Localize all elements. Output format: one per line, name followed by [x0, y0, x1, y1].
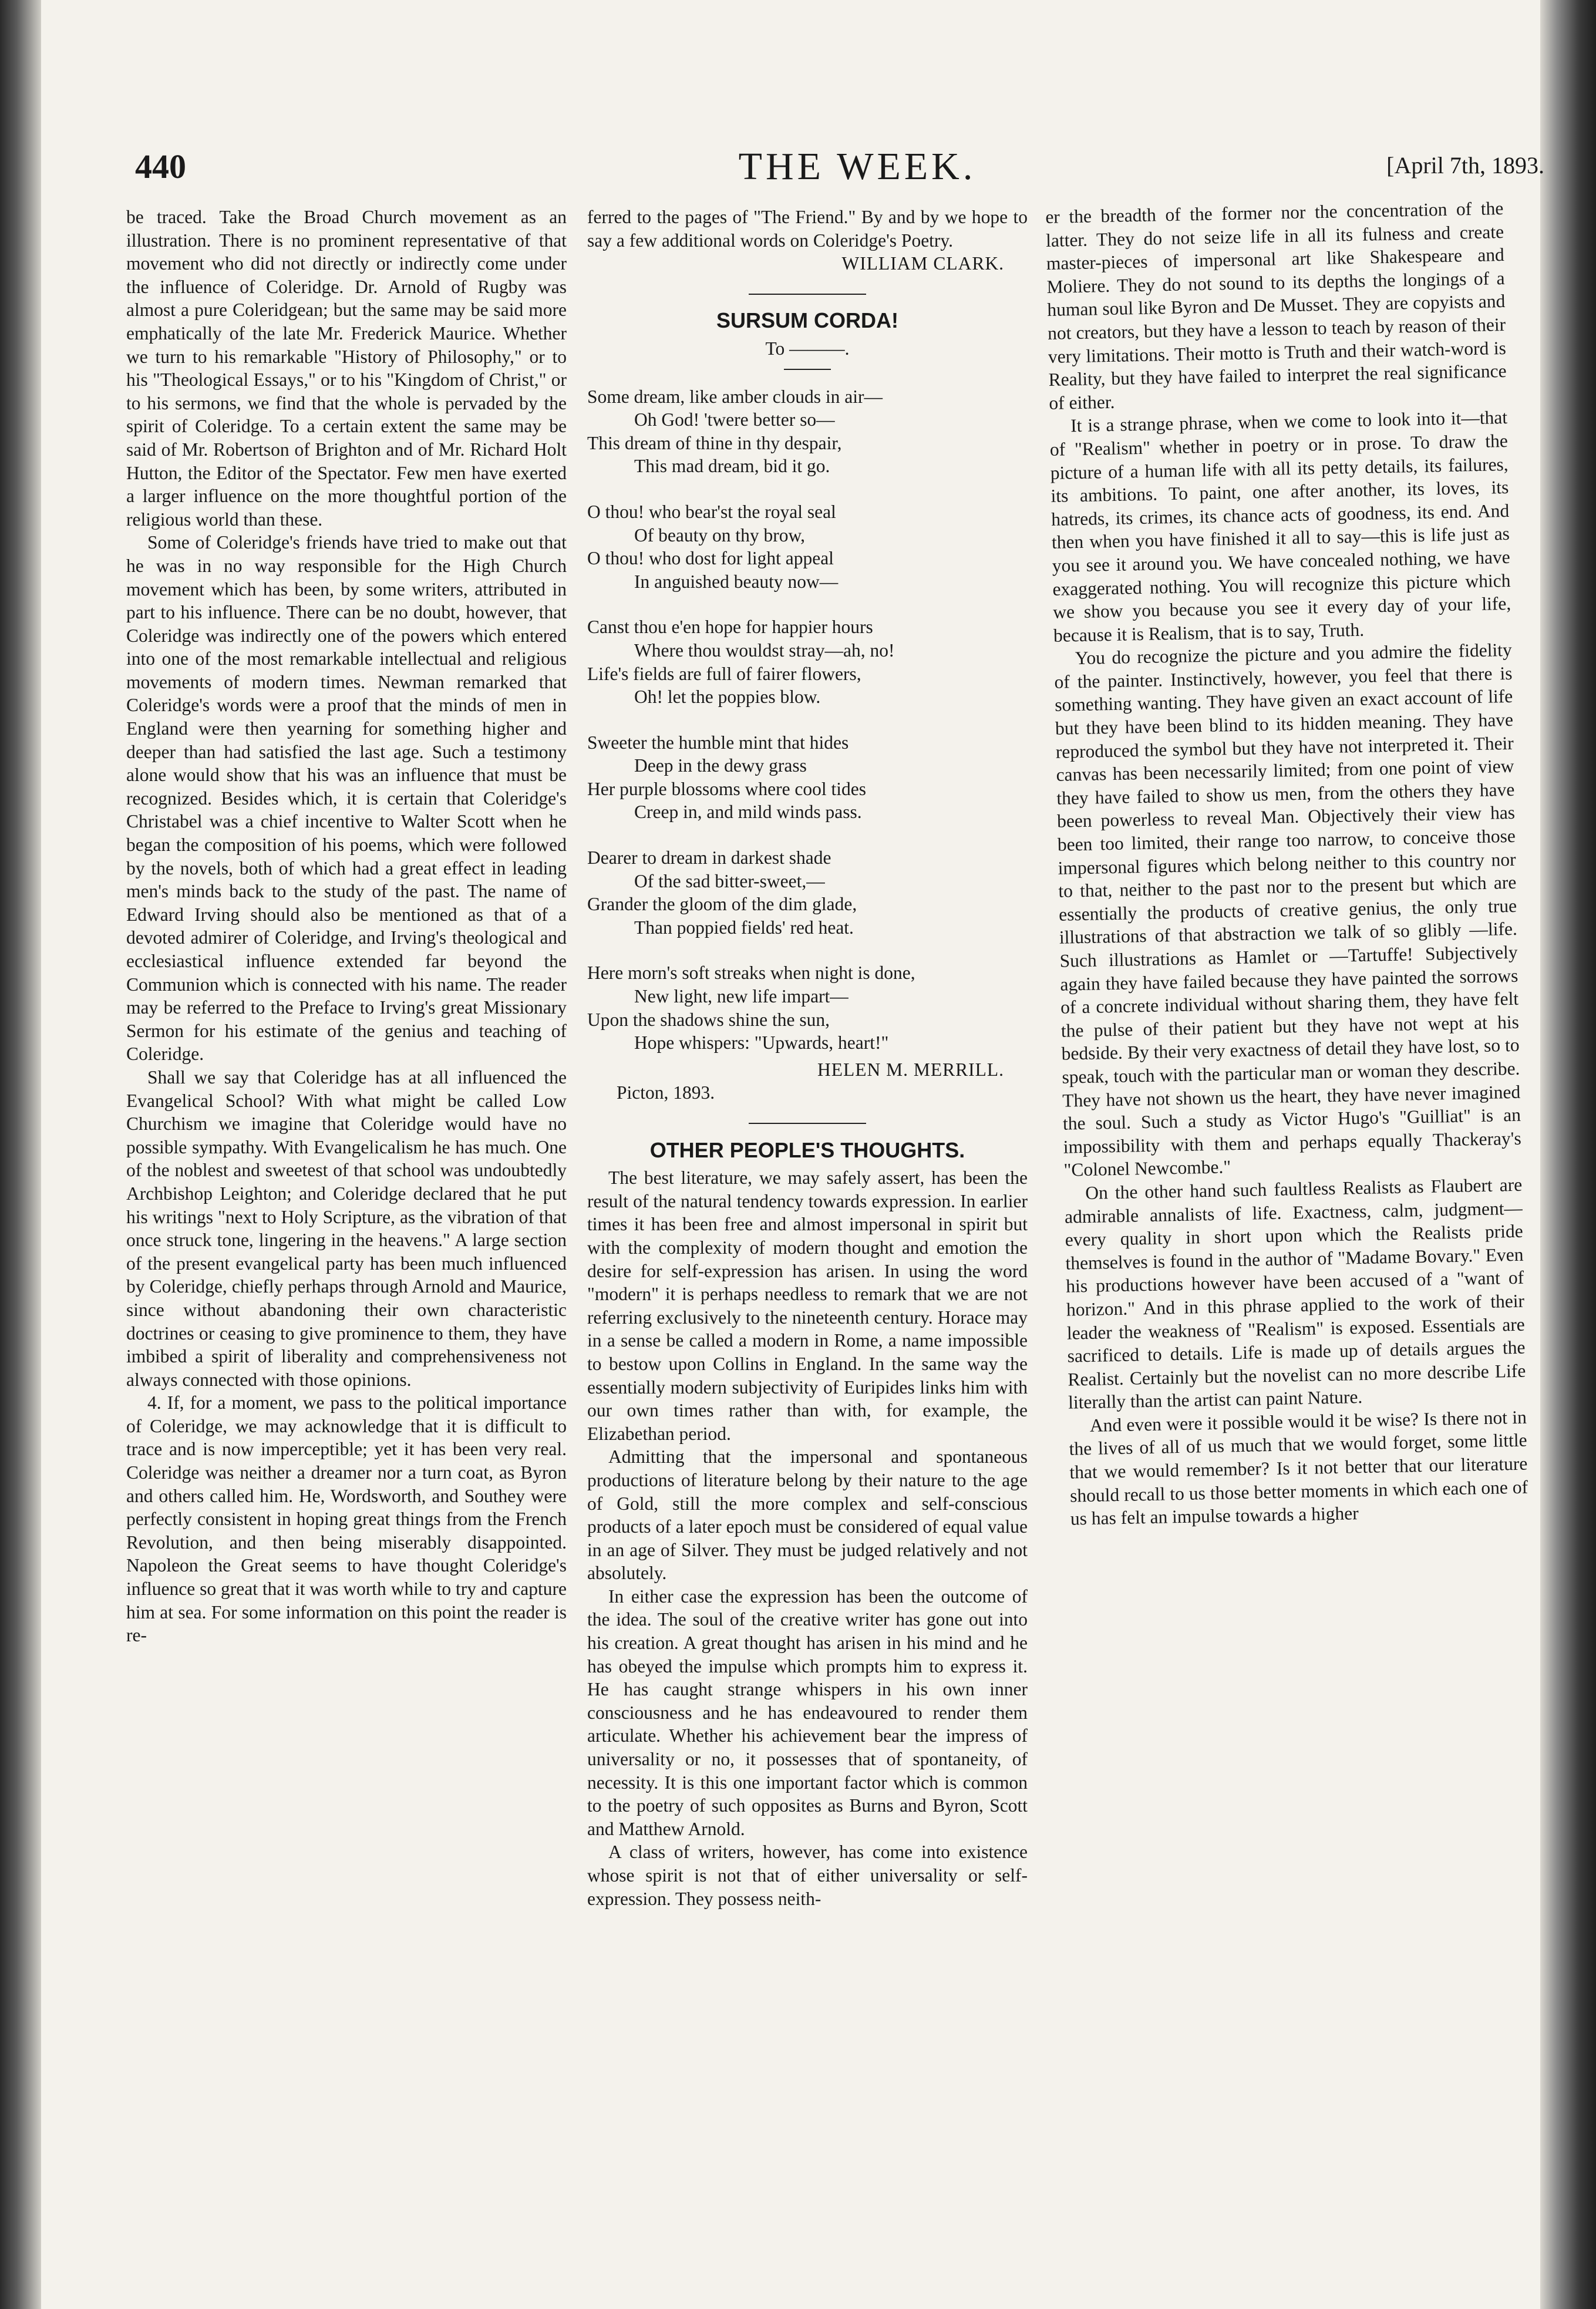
poem-stanza: [587, 615, 1028, 708]
poem-line: This dream of thine in thy despair,: [587, 432, 842, 453]
poem-line: O thou! who bear'st the royal seal: [587, 501, 836, 522]
poem-line: Hope whispers: "Upwards, heart!": [634, 1032, 889, 1053]
poem: [587, 385, 1028, 1055]
journal-title: THE WEEK.: [738, 145, 977, 188]
page-header: [135, 147, 1580, 194]
poem-line: New light, new life impart—: [634, 986, 848, 1007]
paragraph: 4. If, for a moment, we pass to the political importance of Coleridge, we may acknowledge that it is difficult to trace and is now imperceptible; yet it has been very real. Coleridge was neither a dreamer nor a turn coat, as Byron and others called him. He, Wordsworth, and Southey were perfectly consistent in hoping great things from the French Revolution, and then being miserably disappointed. Napoleon the Great seems to have thought Coleridge's influence so great that it was worth while to try and capture him at sea. For some information on this point the reader is re-: [126, 1392, 567, 1646]
author-signature: WILLIAM CLARK.: [841, 253, 1004, 274]
paragraph: Admitting that the impersonal and spontaneous productions of literature belong by their nature to the age of Gold, still the more complex and self-conscious products of a later epoch must be considered of equal value in an age of Silver. They must be judged relatively and not absolutely.: [587, 1446, 1028, 1584]
poem-stanza: [587, 846, 1028, 939]
paragraph: be traced. Take the Broad Church movement as an illustration. There is no prominent representative of that movement who did not directly or indirectly come under the influence of Coleridge. Dr. Arnold of Rugby was almost a pure Coleridgean; but the same may be said more emphatically of the late Mr. Frederick Maurice. Whether we turn to his remarkable "History of Philosophy," or to his "Theological Essays," or to his "Kingdom of Christ," or to his sermons, we find that the whole is pervaded by the spirit of Coleridge. To a certain extent the same may be said of Mr. Robertson of Brighton and of Mr. Richard Holt Hutton, the Editor of the Spectator. Few men have exerted a larger influence on the more thoughtful portion of the religious world than these.: [126, 207, 567, 530]
page-edge-shadow: [1540, 0, 1596, 2309]
poem-line: Oh! let the poppies blow.: [634, 686, 821, 708]
paragraph: Shall we say that Coleridge has at all influenced the Evangelical School? With what might be called Low Churchism we imagine that Coleridge would have no possible sympathy. With Evangelicalism he has much. One of the noblest and sweetest of that school was undoubtedly Archbishop Leighton; and Coleridge declared that he put his writings "next to Holy Scripture, as the vibration of that once struck tone, lingering in the heavens." A large section of the present evangelical party has been much influenced by Coleridge, chiefly perhaps through Arnold and Maurice, since without abandoning their own characteristic doctrines or ceasing to give prominence to them, they have imbibed a spirit of liberality and comprehensiveness not always connected with those opinions.: [126, 1066, 567, 1390]
poem-line: Sweeter the humble mint that hides: [587, 732, 849, 753]
poem-line: O thou! who dost for light appeal: [587, 548, 834, 569]
paragraph: You do recognize the picture and you admire the fidelity of the painter. Instinctively, however, you feel that there is something wanting. They have given an exact account of life but they have been blind to its hidden meaning. They have reproduced the symbol but they have not interpreted it. Their canvas has been necessarily limited; from one point of view they have failed to show us men, from the others they have been powerless to reveal Man. Objectively their view has been too limited, their range too narrow, to conceive those impersonal figures which belong neither to this country nor to that, neither to the past nor to the present but which are essentially the products of creative genius, the only true illustrations of that abstraction we talk of so glibly —life. Such illustrations as Hamlet or —Tartuffe! Subjectively again they have failed because they have painted the sorrows of a concrete individual without sharing them, they have felt the pulse of their patient but they have not wept at his bedside. By their very exactness of detail they have lost, so to speak, touch with the particular man or woman they describe. They have not shown us the heart, they have never imagined the soul. Such a study as Victor Hugo's "Guilliat" is an impossibility with them and perhaps equally Thackeray's "Colonel Newcombe.": [1054, 639, 1521, 1181]
poem-stanza: [587, 385, 1028, 478]
poem-stanza: [587, 961, 1028, 1054]
poem-line: Of the sad bitter-sweet,—: [634, 870, 825, 891]
column-3: [1045, 197, 1543, 2250]
paragraph: It is a strange phrase, when we come to look into it—that of "Realism" whether in poetry or in prose. To draw the picture of a human life with all its petty details, its failures, its ambitions. To paint, one after another, its loves, its hatreds, its crimes, its chance acts of goodness, its end. And then when you have finished it all to say—this is life just as you see it around you. We have concealed nothing, we have exaggerated nothing. You will recognize this picture which we show you because you see it every day of your life, because it is Realism, that is to say, Truth.: [1049, 407, 1511, 646]
book-binding-shadow: [0, 0, 41, 2309]
poem-line: Creep in, and mild winds pass.: [634, 802, 862, 823]
column-2: [587, 206, 1028, 2250]
paragraph: And even were it possible would it be wise? Is there not in the lives of all of us much that we would forget, some little that we would remember? Is it not better that our literature should recall to us those better moments in which each one of us has felt an impulse towards a higher: [1069, 1406, 1528, 1529]
poem-line: Upon the shadows shine the sun,: [587, 1009, 830, 1030]
poem-line: Grander the gloom of the dim glade,: [587, 894, 857, 915]
poem-line: Than poppied fields' red heat.: [634, 917, 854, 938]
poem-line: Here morn's soft streaks when night is done,: [587, 962, 915, 984]
poem-stanza: [587, 731, 1028, 824]
issue-date: [April 7th, 1893.: [1386, 152, 1544, 179]
paragraph: er the breadth of the former nor the concentration of the latter. They do not seize life in all its fulness and create master-pieces of impersonal art like Shakespeare and Moliere. They do not sound to its depths the longings of a human soul like Byron and De Musset. They are copyists and not creators, but they have a lesson to teach by reason of their very limitations. Their motto is Truth and their watch-word is Reality, but they have failed to interpret the real significance of either.: [1045, 198, 1507, 413]
poem-line: Life's fields are full of fairer flowers,: [587, 663, 861, 684]
poem-line: Canst thou e'en hope for happier hours: [587, 617, 873, 638]
paragraph: On the other hand such faultless Realists as Flaubert are admirable annalists of life. Exactness, calm, judgment—every quality in short upon which the Realists pride themselves is found in the author of "Madame Bovary." Even his productions however have been accused of a "want of horizon." And in this phrase applied to the work of their leader the weakness of "Realism" is exposed. Essentials are sacrificed to details. Life is made up of details argues the Realist. Certainly but the novelist can no more describe Life literally than the artist can paint Nature.: [1064, 1174, 1526, 1413]
paragraph: A class of writers, however, has come into existence whose spirit is not that of either universality or self-expression. They possess neith-: [587, 1842, 1028, 1909]
poem-stanza: [587, 500, 1028, 593]
section-divider: [587, 1110, 1028, 1134]
poem-title: SURSUM CORDA!: [716, 308, 898, 333]
poem-line: Dearer to dream in darkest shade: [587, 847, 831, 869]
page-number: 440: [135, 147, 186, 186]
divider-rule: [784, 369, 831, 370]
paragraph: ferred to the pages of "The Friend." By and by we hope to say a few additional words on Coleridge's Poetry.: [587, 207, 1028, 251]
poem-line: Oh God! 'twere better so—: [634, 409, 835, 430]
poem-author: HELEN M. MERRILL.: [817, 1059, 1004, 1080]
paragraph: The best literature, we may safely assert, has been the result of the natural tendency towards expression. In earlier times it has been free and almost impersonal in spirit but with the complexity of modern thought and emotion the desire for self-expression has arisen. In using the word "modern" it is perhaps needless to remark that we are not referring exclusively to the nineteenth century. Horace may in a sense be called a modern in Rome, a name impossible to bestow upon Collins in England. In the same way the essentially modern subjectivity of Euripides links him with our own times rather than with, for example, the Elizabethan period.: [587, 1167, 1028, 1444]
paragraph: Some of Coleridge's friends have tried to make out that he was in no way responsible for the High Church movement which has been, by some writers, attributed in part to his influence. There can be no doubt, however, that Coleridge was indirectly one of the powers which entered into one of the most remarkable intellectual and religious movements of modern times. Newman remarked that Coleridge's words were a proof that the minds of men in England were then yearning for something higher and deeper than had satisfied the last age. Such a testimony alone would show that his was an influence that must be recognized. Besides which, it is certain that Coleridge's Christabel was a chief incentive to Walter Scott when he began the composition of his poems, which were followed by the novels, both of which had a great effect in leading men's minds back to the study of the past. The name of Edward Irving should also be mentioned as that of a devoted admirer of Coleridge, and Irving's theological and ecclesiastical influence extended far beyond the Communion which is connected with his name. The reader may be referred to the Preface to Irving's great Missionary Sermon for his estimate of the genius and teaching of Coleridge.: [126, 532, 567, 1065]
poem-line: Her purple blossoms where cool tides: [587, 778, 867, 799]
poem-line: Deep in the dewy grass: [634, 755, 807, 776]
poem-line: In anguished beauty now—: [634, 571, 839, 592]
poem-line: This mad dream, bid it go.: [634, 456, 830, 477]
poem-line: Some dream, like amber clouds in air—: [587, 386, 883, 407]
poem-dedication: To ———.: [765, 338, 850, 359]
section-divider: [587, 281, 1028, 305]
section-title: OTHER PEOPLE'S THOUGHTS.: [649, 1137, 965, 1162]
column-1: [126, 206, 567, 2250]
poem-place-date: Picton, 1893.: [617, 1082, 715, 1103]
poem-line: Where thou wouldst stray—ah, no!: [634, 639, 895, 661]
paragraph: In either case the expression has been the outcome of the idea. The soul of the creative writer has gone out into his creation. A great thought has arisen in his mind and he has obeyed the impulse which prompts him to express it. He has caught strange whispers in his own inner consciousness and he has endeavoured to render them articulate. Whether his achievement bear the impress of universality or no, it possesses that of spontaneity, of necessity. It is this one important factor which is common to the poetry of such opposites as Burns and Byron, Scott and Matthew Arnold.: [587, 1586, 1028, 1839]
poem-line: Of beauty on thy brow,: [634, 524, 806, 546]
